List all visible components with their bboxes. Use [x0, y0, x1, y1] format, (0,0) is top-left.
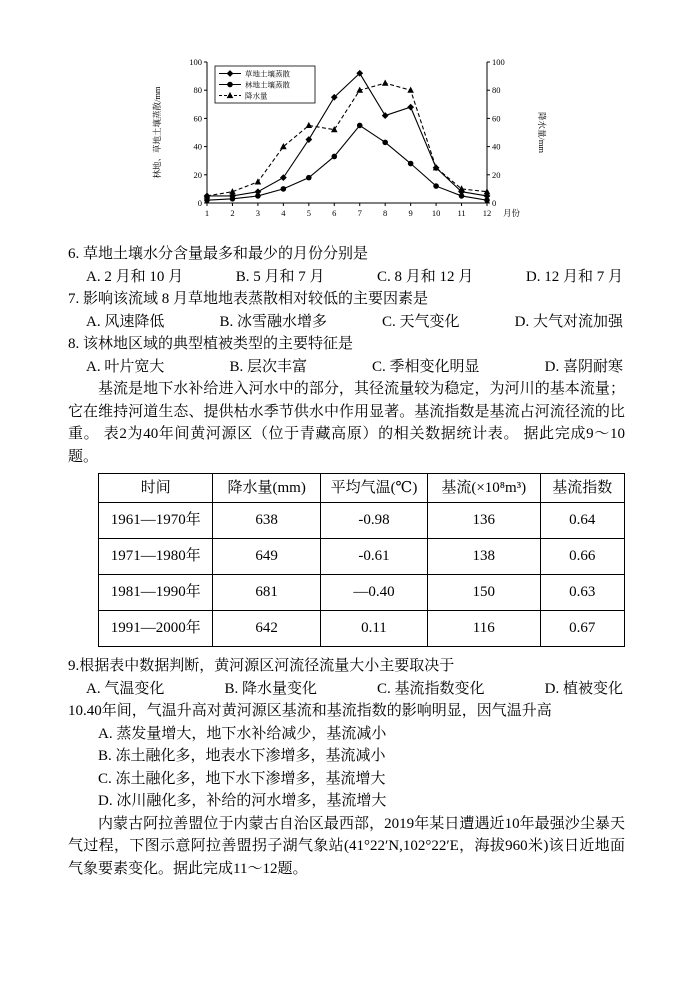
question-7-option-d: D. 大气对流加强: [514, 313, 623, 330]
question-10-option-d: D. 冰川融化多，补给的河水增多，基流增大: [98, 793, 387, 809]
svg-text:20: 20: [193, 169, 202, 180]
chart-canvas: [147, 48, 547, 233]
svg-text:80: 80: [491, 85, 500, 96]
question-10-options: [68, 723, 625, 813]
question-9-option-a: A. 气温变化: [86, 680, 165, 697]
svg-text:9: 9: [408, 208, 413, 218]
question-9: [68, 655, 625, 700]
svg-text:5: 5: [306, 208, 311, 218]
cell-baseflow: 138: [427, 539, 540, 575]
svg-text:7: 7: [357, 208, 362, 218]
svg-text:40: 40: [491, 141, 500, 152]
question-10: [68, 700, 625, 813]
question-7-text: 7. 影响该流域 8 月草地地表蒸散相对较低的主要因素是: [68, 291, 429, 307]
question-8-option-d: D. 喜阴耐寒: [544, 358, 623, 375]
question-6-option-b: B. 5 月和 7 月: [235, 268, 325, 285]
svg-text:40: 40: [193, 141, 202, 152]
cell-baseflow-index: 0.67: [540, 611, 624, 647]
cell-time: 1981—1990年: [99, 575, 213, 611]
question-10-text: 10.40年间，气温升高对黄河源区基流和基流指数的影响明显，因气温升高: [68, 703, 552, 719]
svg-text:0: 0: [197, 198, 202, 208]
cell-time: 1991—2000年: [99, 611, 213, 647]
cell-precipitation: 649: [213, 539, 321, 575]
cell-precipitation: 638: [213, 503, 321, 539]
cell-avg-temp: -0.98: [320, 503, 427, 539]
question-9-option-b: B. 降水量变化: [224, 680, 317, 697]
cell-precipitation: 642: [213, 611, 321, 647]
col-header-time: 时间: [99, 474, 213, 503]
col-header-baseflow: 基流(×10⁸m³): [427, 474, 540, 503]
question-8-options: [68, 356, 625, 379]
svg-text:1: 1: [204, 208, 209, 218]
question-7: [68, 288, 625, 333]
cell-baseflow: 136: [427, 503, 540, 539]
svg-text:4: 4: [280, 208, 285, 218]
question-8-option-b: B. 层次丰富: [229, 358, 307, 375]
question-9-option-c: C. 基流指数变化: [377, 680, 485, 697]
svg-text:11: 11: [456, 208, 466, 218]
svg-text:60: 60: [491, 113, 500, 124]
svg-text:10: 10: [431, 208, 440, 218]
question-10-option-b: B. 冻土融化多，地表水下渗增多，基流减小: [98, 748, 386, 764]
svg-text:3: 3: [255, 208, 260, 218]
svg-text:12: 12: [482, 208, 491, 218]
cell-time: 1971—1980年: [99, 539, 213, 575]
col-header-precipitation: 降水量(mm): [213, 474, 321, 503]
cell-avg-temp: -0.61: [320, 539, 427, 575]
cell-precipitation: 681: [213, 575, 321, 611]
svg-text:100: 100: [188, 57, 202, 67]
question-6-text: 6. 草地土壤水分含量最多和最少的月份分别是: [68, 246, 369, 262]
table-header-row: [99, 474, 625, 503]
question-9-option-d: D. 植被变化: [544, 680, 623, 697]
table-row: [99, 539, 625, 575]
cell-avg-temp: 0.11: [320, 611, 427, 647]
cell-baseflow: 150: [427, 575, 540, 611]
svg-text:80: 80: [193, 85, 202, 96]
question-7-option-b: B. 冰雪融水增多: [219, 313, 327, 330]
table-row: [99, 503, 625, 539]
baseflow-data-table: [98, 473, 625, 647]
cell-avg-temp: —0.40: [320, 575, 427, 611]
baseflow-passage: 基流是地下水补给进入河水中的部分，其径流量较为稳定，为河川的基本流量；它在维持河道生态、提供枯水季节供水中作用显著。基流指数是基流占河流径流的比重。 表2为40年间黄河源区（位于青藏高原）的相关数据统计表。 据此完成9～10题。: [68, 381, 625, 465]
question-6-option-c: C. 8 月和 12 月: [377, 268, 474, 285]
col-header-avg-temp: 平均气温(℃): [320, 474, 427, 503]
cell-baseflow-index: 0.63: [540, 575, 624, 611]
question-8-option-c: C. 季相变化明显: [372, 358, 480, 375]
svg-text:6: 6: [331, 208, 336, 218]
question-10-option-c: C. 冻土融化多，地下水下渗增多，基流增大: [98, 770, 386, 787]
svg-text:20: 20: [491, 169, 500, 180]
question-6-option-a: A. 2 月和 10 月: [86, 268, 184, 285]
soil-evaporation-precipitation-chart: [147, 48, 547, 233]
question-8-text: 8. 该林地区域的典型植被类型的主要特征是: [68, 336, 354, 352]
svg-text:草地土壤蒸散: 草地土壤蒸散: [244, 69, 290, 79]
question-7-option-a: A. 风速降低: [86, 313, 165, 330]
question-9-text: 9.根据表中数据判断，黄河源区河流径流量大小主要取决于: [68, 658, 455, 674]
svg-text:60: 60: [193, 113, 202, 124]
question-7-option-c: C. 天气变化: [382, 313, 460, 330]
table-row: [99, 611, 625, 647]
svg-text:林地土壤蒸散: 林地土壤蒸散: [244, 80, 290, 90]
question-8-option-a: A. 叶片宽大: [86, 358, 165, 375]
svg-text:0: 0: [491, 198, 496, 208]
svg-text:8: 8: [382, 208, 387, 218]
question-7-options: [68, 311, 625, 334]
svg-text:降水量: 降水量: [244, 91, 267, 101]
cell-baseflow: 116: [427, 611, 540, 647]
col-header-baseflow-index: 基流指数: [540, 474, 624, 503]
question-10-option-a: A. 蒸发量增大，地下水补给减少，基流减小: [98, 725, 387, 742]
svg-text:林地、草地土壤蒸散/mm: 林地、草地土壤蒸散/mm: [151, 86, 162, 179]
question-8: [68, 333, 625, 378]
question-9-options: [68, 678, 625, 701]
question-6-option-d: D. 12 月和 7 月: [525, 268, 623, 285]
svg-text:100: 100: [491, 57, 505, 67]
table-row: [99, 575, 625, 611]
svg-text:降水量/mm: 降水量/mm: [536, 111, 547, 154]
cell-baseflow-index: 0.64: [540, 503, 624, 539]
question-6: [68, 243, 625, 288]
svg-text:月份: 月份: [502, 208, 520, 218]
question-6-options: [68, 266, 625, 289]
alashan-passage: 内蒙古阿拉善盟位于内蒙古自治区最西部，2019年某日遭遇近10年最强沙尘暴天气过程，下图示意阿拉善盟拐子湖气象站(41°22′N,102°22′E，海拔960米)该日近地面气象要素变化。据此完成11～12题。: [68, 815, 625, 877]
cell-baseflow-index: 0.66: [540, 539, 624, 575]
cell-time: 1961—1970年: [99, 503, 213, 539]
svg-text:2: 2: [229, 208, 235, 218]
